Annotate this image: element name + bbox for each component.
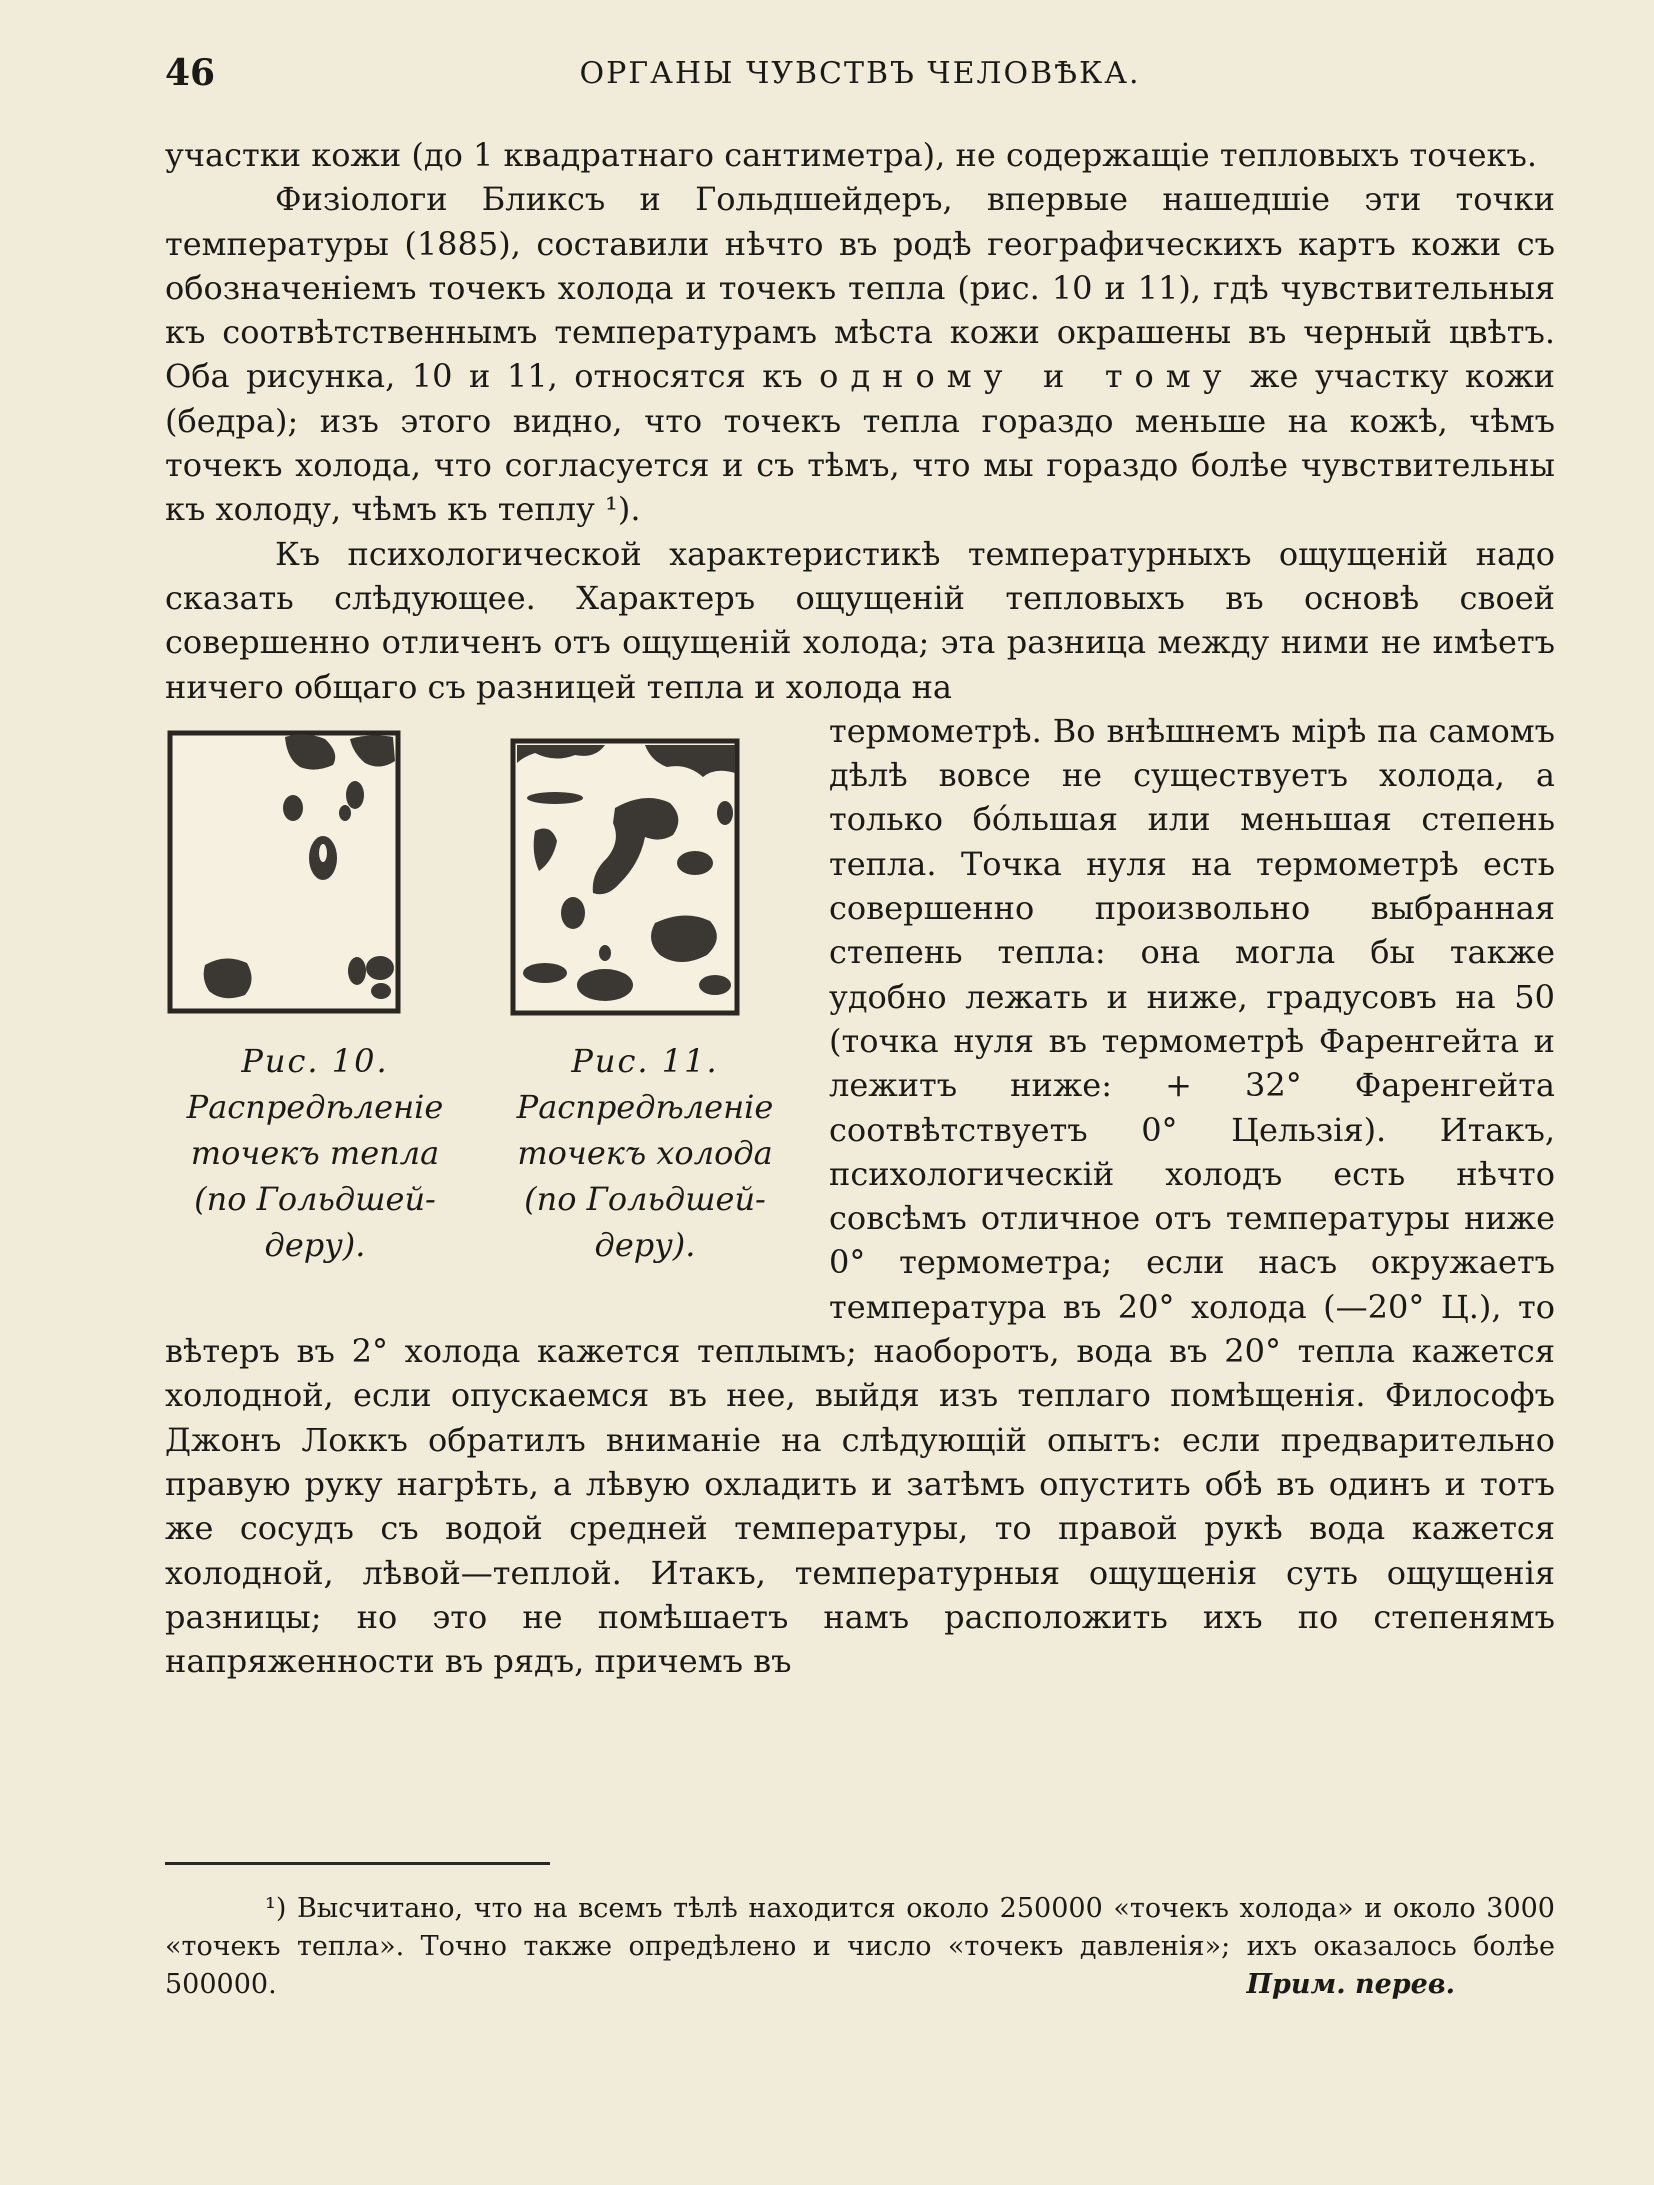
figure-11-caption-line-1: Распредѣленіе [516,1087,774,1126]
figure-10-caption-line-4: деру). [264,1225,366,1264]
footnote-text: ¹) Высчитано, что на всемъ тѣлѣ находится около 250000 «точекъ холода» и около 3000 «точекъ тепла». Точно также опредѣлено и число «точекъ давленія»; ихъ оказалось болѣе 500000. [165,1893,1555,2000]
footnote-separator [165,1862,550,1865]
figure-10-caption [165,1038,465,1268]
cold-points-map-illustration [495,723,745,1018]
figure-11-caption-line-2: точекъ холода [517,1133,773,1172]
figure-10-label: Рис. 10. [241,1041,389,1080]
figure-11 [495,723,795,1268]
warm-points-map-illustration [165,723,405,1018]
figure-11-caption [495,1038,795,1268]
paragraph-2 [165,177,1555,531]
body-text [165,133,1555,1683]
page-header [165,52,1555,102]
paragraph-2-part-b: же участку кожи (бедра); изъ этого видно, что точекъ тепла гораздо меньше на кожѣ, чѣмъ точекъ холода, что согласуется и съ тѣмъ, что мы гораздо болѣе чувствительны къ холоду, чѣмъ къ теплу ¹). [165,357,1556,529]
figure-10-caption-line-1: Распредѣленіе [186,1087,444,1126]
figure-10-caption-line-3: (по Гольдшей- [194,1179,436,1218]
paragraph-2-part-a: Физіологи Бликсъ и Гольдшейдеръ, впервые нашедшіе эти точки температуры (1885), составили нѣчто въ родѣ географическихъ картъ кожи съ обозначеніемъ точекъ холода и точекъ тепла (рис. 10 и 11), гдѣ чувствительныя къ соотвѣтственнымъ температурамъ мѣста кожи окрашены въ черный цвѣтъ. Оба рисунка, 10 и 11, относятся къ [165,180,1555,396]
figure-10-caption-line-2: точекъ тепла [190,1133,440,1172]
footnote [165,1890,1555,2004]
paragraph-1: участки кожи (до 1 квадратнаго сантиметра), не содержащіе тепловыхъ точекъ. [165,136,1538,174]
translator-note-sign: Прим. перев. [1246,1969,1455,2000]
figure-11-caption-line-3: (по Гольдшей- [524,1179,766,1218]
page-number: 46 [165,52,216,94]
spaced-emphasis: одному и тому [819,357,1234,396]
figure-11-caption-line-4: деру). [594,1225,696,1264]
paragraph-3: Къ психологической характеристикѣ температурныхъ ощущеній надо сказать слѣдующее. Характеръ ощущеній тепловыхъ въ основѣ своей совершенно отличенъ отъ ощущеній холода; эта разница между ними не имѣетъ ничего общаго съ разницей тепла и холода на [165,534,1555,706]
paragraph-3-continued: термометрѣ. Во внѣшнемъ мірѣ па самомъ дѣлѣ вовсе не существуетъ холода, а только бóльшая или меньшая степень тепла. Точка нуля на термометрѣ есть совершенно произвольно выбранная степень тепла: она могла бы также удобно лежать и ниже, градусовъ на 50 (точка нуля въ термометрѣ Фаренгейта и лежитъ ниже: + 32° Фаренгейта соотвѣтствуетъ 0° Цельзія). Итакъ, психологическій холодъ есть нѣчто совсѣмъ отличное отъ температуры ниже 0° термометра; если насъ окружаетъ температура въ 20° холода (—20° Ц.), то вѣтеръ въ 2° холода кажется теплымъ; наоборотъ, вода въ 20° тепла кажется холодной, если опускаемся въ нее, выйдя изъ теплаго помѣщенія. Философъ Джонъ Локкъ обратилъ вниманіе на слѣдующій опытъ: если предварительно правую руку нагрѣть, а лѣвую охладить и затѣмъ опустить обѣ въ одинъ и тотъ же сосудъ съ водой средней температуры, то правой рукѣ вода кажется холодной, лѣвой—теплой. Итакъ, температурныя ощущенія суть ощущенія разницы; но это не помѣшаетъ намъ расположить ихъ по степенямъ напряженности въ рядъ, причемъ въ [165,711,1555,1681]
figure-11-label: Рис. 11. [571,1041,719,1080]
figure-10 [165,723,465,1268]
figures-block [165,723,805,1313]
running-title: ОРГАНЫ ЧУВСТВЪ ЧЕЛОВѢКА. [579,56,1141,91]
